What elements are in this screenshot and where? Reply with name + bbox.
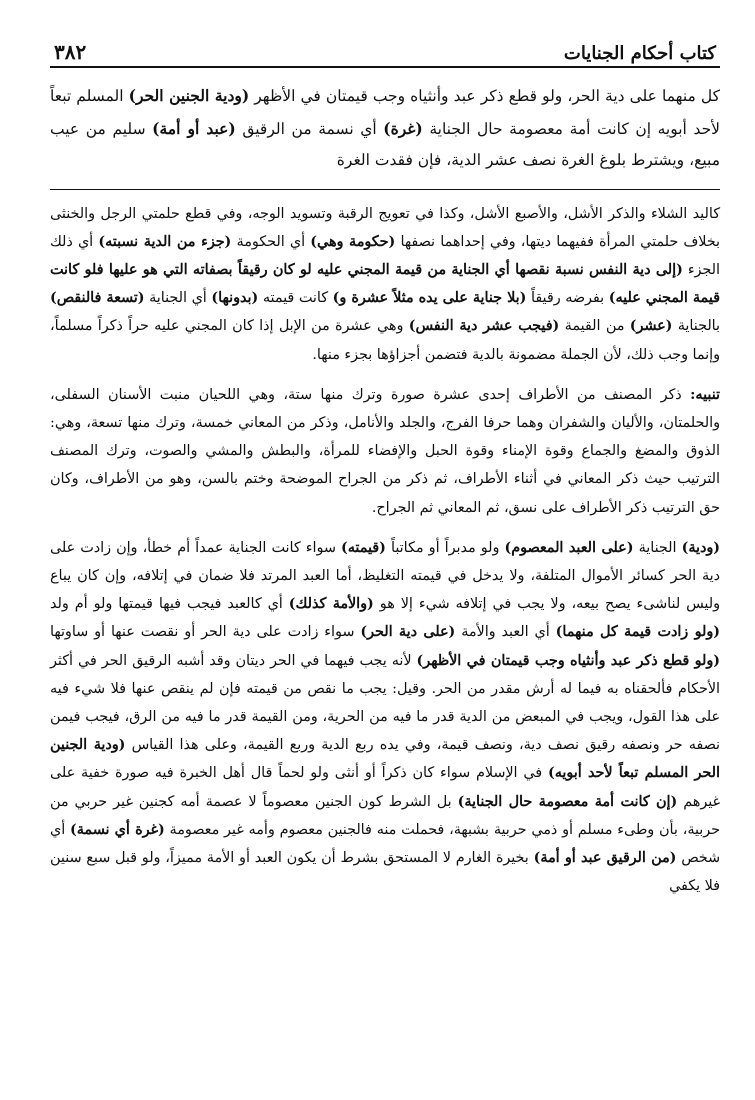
text-run: سليم من عيب مبيع، ويشترط بلوغ الغرة نصف عشر الدية، فإن فقدت الغرة bbox=[50, 119, 720, 169]
text-run: بالجناية bbox=[672, 318, 721, 335]
text-run: (ودية الجنين الحر) bbox=[128, 86, 250, 105]
page-number: ٣٨٢ bbox=[54, 40, 87, 64]
text-run: لأنه يجب فيهما في الحر ديتان وقد أشبه الرقيق الحر في أكثر الأحكام فألحقناه به فيما له أرش مقدر من الحر. وقيل: يجب ما نقص من قيمته فإن لم ينقص عنها فلا شيء فيه على هذا القول، ويجب في المبعض من الدية قدر ما فيه من الحرية، ومن القيمة قدر ما فيه من الرق، فيجب فيمن نصفه حر ونصفه رقيق نصف دية، ونصف قيمة، وفي يده ربع الدية وربع القيمة، وعلى هذا القياس bbox=[50, 652, 720, 754]
text-run: (ودية الجنين الحر المسلم تبعاً لأحد أبويه) bbox=[50, 737, 720, 782]
text-run: كانت قيمته bbox=[258, 290, 333, 307]
text-run: (ودية) bbox=[681, 539, 721, 556]
text-run: بخيرة الغارم لا المستحق بشرط أن يكون العبد أو الأمة مميزاً، ولو قبل سبع سنين فلا يكفي bbox=[50, 849, 720, 895]
text-run: أي شخص bbox=[50, 821, 720, 866]
text-run: (غرة أي نسمة) bbox=[70, 821, 165, 838]
text-run: (تسعة فالنقص) bbox=[50, 290, 145, 307]
text-run: (بدونها) bbox=[211, 290, 259, 307]
book-page bbox=[50, 30, 720, 1090]
text-run: (جزء من الدية نسبته) bbox=[98, 233, 232, 250]
text-run: أي الجناية bbox=[144, 290, 212, 307]
text-run: (على العبد المعصوم) bbox=[504, 539, 634, 556]
text-run: (على دية الحر) bbox=[360, 624, 456, 641]
text-run: (بلا جناية على يده مثلاً عشرة و) bbox=[332, 290, 527, 307]
text-run: (والأمة كذلك) bbox=[288, 596, 374, 613]
text-run: سواء زادت على دية الحر أو نقصت عنها أو ساوتها bbox=[50, 624, 361, 641]
commentary-paragraph-2 bbox=[50, 381, 720, 522]
text-run: كل منهما على دية الحر، ولو قطع ذكر عبد وأنثياه وجب قيمتان في الأظهر bbox=[249, 87, 721, 105]
text-run: (إلى دية النفس نسبة نقصها أي الجناية من قيمة المجني عليه لو كان رقيقاً بصفاته التي هو عليها فلو كانت قيمة المجني عليه) bbox=[50, 261, 720, 307]
text-run: ولو مدبراً أو مكاتباً bbox=[385, 539, 505, 556]
text-run: (عبد أو أمة) bbox=[152, 118, 236, 138]
text-run: كاليد الشلاء والذكر الأشل، والأصبع الأشل، وكذا في تعويج الرقبة وتسويد الوجه، وفي قطع حلمتي الرجل والخنثى بخلاف حلمتي المرأة ففيهما ديتها، وفي إحداهما نصفها bbox=[50, 205, 720, 250]
text-run: وهي عشرة من الإبل إذا كان المجني عليه حراً ذكراً مسلماً، وإنما وجب ذلك، لأن الجملة مضمونة بالدية فتضمن أجزاؤها بجزء منها. bbox=[50, 318, 720, 363]
text-run: في الإسلام سواء كان ذكراً أو أنثى ولو لحماً قال أهل الخبرة فيه صورة خفية على غيرهم bbox=[50, 765, 720, 810]
text-run: أي الحكومة bbox=[231, 233, 311, 250]
text-run: أي كالعبد فيجب فيها قيمتها ولو أم ولد bbox=[50, 596, 289, 613]
note-label: تنبيه: bbox=[690, 386, 720, 403]
text-run: (إن كانت أمة معصومة حال الجناية) bbox=[457, 793, 678, 810]
text-run: بل الشرط كون الجنين معصوماً لا عصمة أمه كجنين غير حربي من حربية، بأن وطىء مسلم أو ذمي حربية بشبهة، فحملت منه فالجنين معصوم وأمه غير معصومة bbox=[50, 793, 720, 838]
separator-line bbox=[50, 189, 720, 190]
text-run: أي ذلك الجزء bbox=[50, 233, 720, 278]
commentary-paragraph-3 bbox=[50, 534, 720, 901]
commentary bbox=[50, 200, 720, 901]
text-run: بفرضه رقيقاً bbox=[526, 290, 609, 307]
text-run: المسلم تبعاً لأحد أبويه إن كانت أمة معصومة حال الجناية bbox=[50, 87, 721, 138]
text-run: أي العبد والأمة bbox=[455, 624, 556, 641]
text-run: سواء كانت الجناية عمداً أم خطأ، وإن زادت على دية الحر كسائر الأموال المتلفة، ولا يدخل في قيمته التغليظ، أما العبد المرتد فلا ضمان في إتلافه، وإن كان يباع وليس لناشىء يصح بيعه، ولا يجب في إتلافه شيء إلا هو bbox=[50, 539, 720, 613]
commentary-paragraph-1 bbox=[50, 200, 720, 369]
text-run: ذكر المصنف من الأطراف إحدى عشرة صورة وترك منها ستة، وهي اللحيان منبت الأسنان السفلى، والحلمتان، والأليان والشفران وهما حرفا الفرج، والجلد والأنامل، وذكر من المعاني خمسة، وترك منها تسعة، وهي: الذوق والمضغ والجماع وقوة الإمناء وقوة الحبل والإفضاء للمرأة، والبطش والمشي والصوت، وترك المصنف الترتيب حيث ذكر المعاني في أثناء الأطراف، ثم ذكر من الجراح الموضحة وختم بالسن، وهو من الأطراف، وكان حق الترتيب ذكر الأطراف على نسق، ثم المعاني ثم الجراح. bbox=[50, 386, 720, 516]
chapter-title: كتاب أحكام الجنايات bbox=[563, 43, 716, 64]
running-header bbox=[50, 30, 720, 68]
text-run: (فيجب عشر دية النفس) bbox=[408, 318, 560, 335]
text-run: أي نسمة من الرقيق bbox=[235, 119, 384, 138]
text-run: (قيمته) bbox=[340, 539, 386, 556]
text-run: (من الرقيق عبد أو أمة) bbox=[533, 849, 677, 866]
text-run: من القيمة bbox=[559, 318, 630, 335]
text-run: (غرة) bbox=[383, 118, 423, 138]
text-run: (ولو قطع ذكر عبد وأنثياه وجب قيمتان في الأظهر) bbox=[416, 652, 720, 669]
text-run: (حكومة وهي) bbox=[310, 233, 396, 250]
text-run: (عشر) bbox=[629, 318, 673, 335]
text-run: الجناية bbox=[633, 539, 682, 556]
text-run: (ولو زادت قيمة كل منهما) bbox=[555, 624, 721, 641]
main-text bbox=[50, 80, 720, 177]
